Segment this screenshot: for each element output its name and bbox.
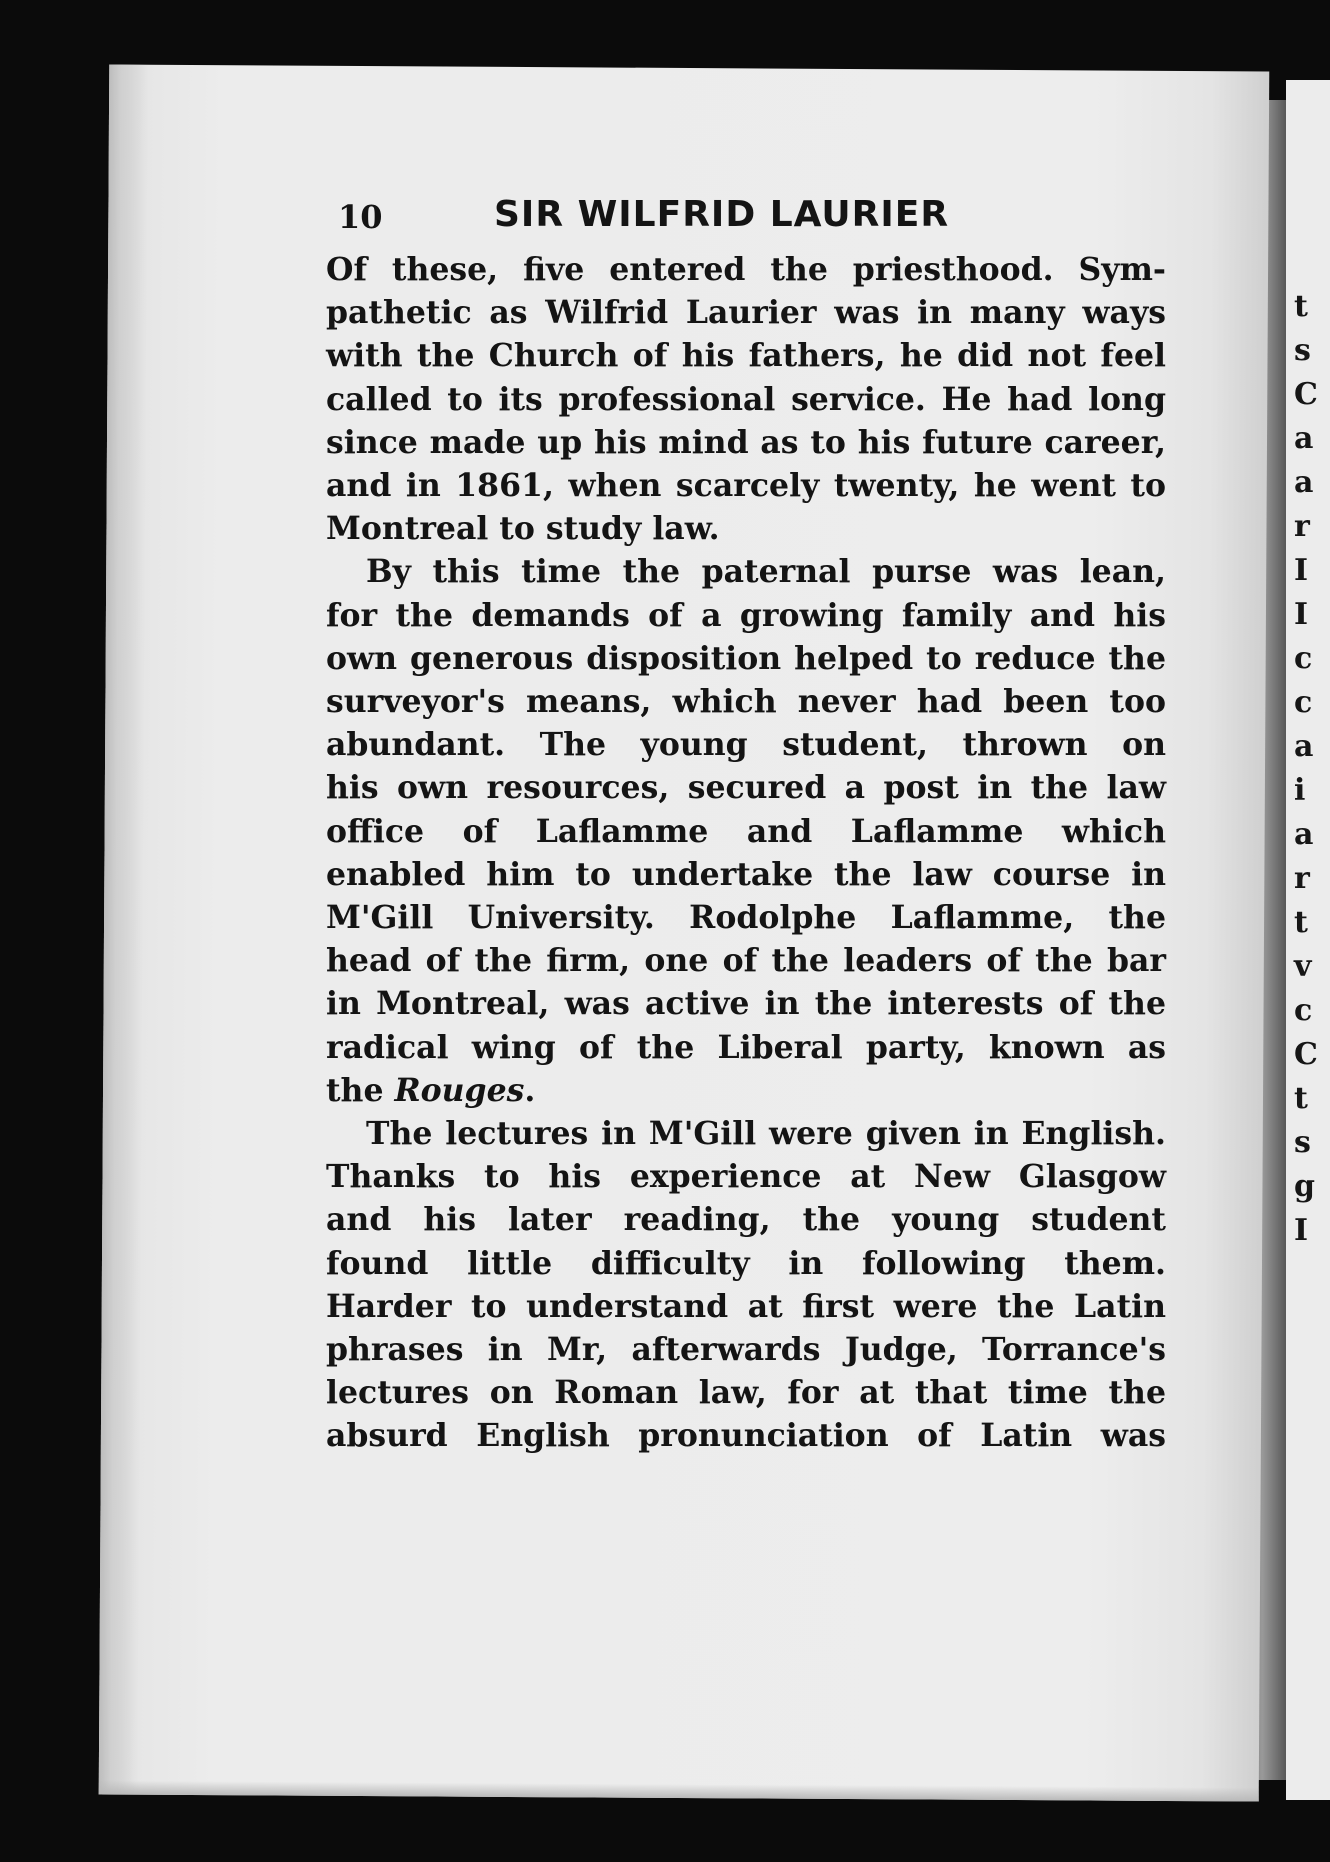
text-line: pathetic as Wilfrid Laurier was in many ways [326,294,1166,332]
text-line: called to its professional service. He had long [326,380,1166,418]
text-line: phrases in Mr, afterwards Judge, Torrance's [326,1331,1166,1369]
facing-page-fragment: t [1294,1081,1308,1116]
page-content [326,194,1166,1458]
page-edge-shading [99,1780,1259,1801]
facing-page-fragment: r [1294,861,1310,896]
text-line: Of these, five entered the priesthood. Sym- [326,251,1166,288]
text-line: absurd English pronunciation of Latin was [326,1417,1166,1455]
text-line: in Montreal, was active in the interests of the [326,985,1166,1023]
facing-page-fragment: c [1294,641,1313,676]
text-line: The lectures in M'Gill were given in English. [366,1115,1166,1153]
text-line: found little difficulty in following them. [326,1244,1166,1282]
facing-page-fragment: a [1294,421,1314,456]
facing-page-fragment: a [1294,465,1314,500]
text-line: Harder to understand at first were the Latin [326,1287,1166,1325]
page-edge-shading [99,64,150,1794]
facing-page-fragment: c [1294,993,1313,1028]
facing-page-fragment: g [1294,1169,1315,1204]
text-line: with the Church of his fathers, he did not feel [326,337,1166,375]
facing-page-fragment: I [1294,1213,1309,1248]
text-line [326,1069,1166,1112]
text-line: since made up his mind as to his future career, [326,423,1166,461]
paragraph [326,1112,1166,1458]
facing-page-fragment: s [1294,333,1311,368]
text-line: enabled him to undertake the law course in [326,855,1166,893]
text-line: abundant. The young student, thrown on [326,726,1166,764]
facing-page-fragment: C [1294,377,1318,412]
facing-page-fragment: C [1294,1037,1318,1072]
page-number: 10 [338,198,383,236]
text-line: office of Laflamme and Laflamme which [326,812,1166,850]
facing-page-fragment: a [1294,817,1314,852]
text-line: lectures on Roman law, for at that time the [326,1374,1166,1412]
text-line: By this time the paternal purse was lean, [366,553,1166,591]
text-line: M'Gill University. Rodolphe Laflamme, the [326,899,1166,937]
facing-page-fragment: v [1294,949,1312,984]
facing-page-fragment: c [1294,685,1313,720]
text-line: radical wing of the Liberal party, known as [326,1028,1166,1066]
text-line: for the demands of a growing family and his [326,596,1166,634]
text-line: head of the firm, one of the leaders of the bar [326,942,1166,980]
italic-term: Rouges [394,1071,525,1109]
text-line: and his later reading, the young student [326,1201,1166,1239]
running-head [326,194,1166,242]
text-line: his own resources, secured a post in the law [326,769,1166,807]
facing-page-fragment: I [1294,553,1309,588]
text-fragment: the [326,1071,395,1109]
facing-page-edge [1286,80,1330,1800]
running-title: SIR WILFRID LAURIER [494,194,950,235]
text-line: and in 1861, when scarcely twenty, he went to [326,467,1166,505]
facing-page-fragment: s [1294,1125,1311,1160]
facing-page-fragment: I [1294,597,1309,632]
body-text [326,248,1166,1458]
paragraph [326,550,1166,1112]
facing-page-fragment: t [1294,289,1308,324]
text-line: Montreal to study law. [326,510,720,548]
facing-page-fragment: a [1294,729,1314,764]
text-line: Thanks to his experience at New Glasgow [326,1158,1166,1196]
paragraph [326,248,1166,550]
text-line: surveyor's means, which never had been too [326,683,1166,721]
text-fragment: . [524,1071,536,1109]
facing-page-fragment: i [1294,773,1306,808]
facing-page-fragment: r [1294,509,1310,544]
text-line: own generous disposition helped to reduce the [326,639,1166,677]
facing-page-fragment: t [1294,905,1308,940]
